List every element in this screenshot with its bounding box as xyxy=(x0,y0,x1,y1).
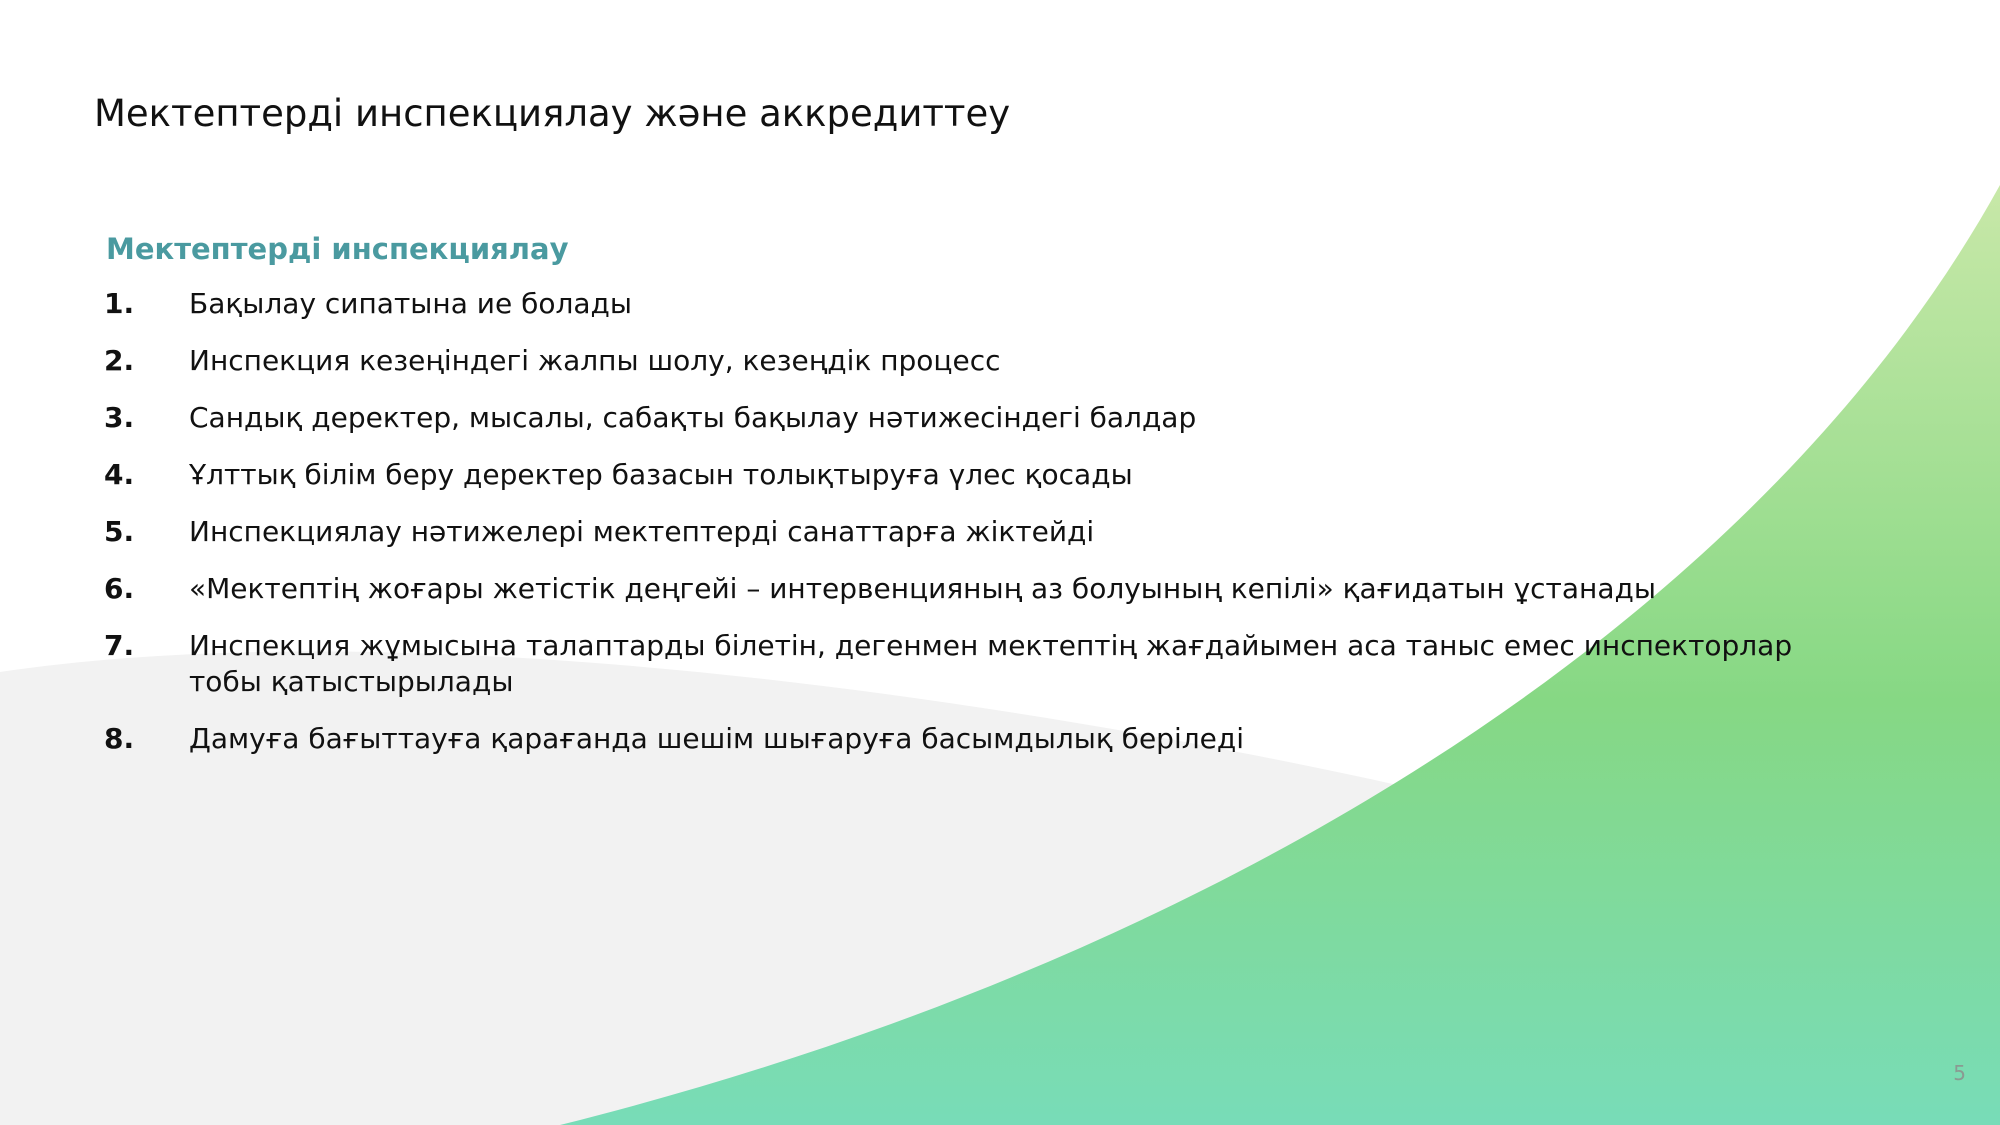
list-item-number: 6. xyxy=(104,572,135,605)
list-item-number: 3. xyxy=(104,401,135,434)
numbered-list xyxy=(104,286,1824,778)
list-item-text: Инспекция жұмысына талаптарды білетін, дегенмен мектептің жағдайымен аса таныс емес инспекторлар тобы қатыстырылады xyxy=(189,629,1793,698)
list-item-number: 2. xyxy=(104,344,135,377)
list-item-number: 1. xyxy=(104,287,135,320)
list-item-text: Инспекция кезеңіндегі жалпы шолу, кезеңдік процесс xyxy=(189,344,1001,377)
list-item xyxy=(104,457,1824,493)
list-item-text: Дамуға бағыттауға қарағанда шешім шығаруға басымдылық беріледі xyxy=(189,722,1244,755)
list-item xyxy=(104,514,1824,550)
list-item xyxy=(104,628,1824,700)
list-item-number: 7. xyxy=(104,629,135,662)
list-item-text: Бақылау сипатына ие болады xyxy=(189,287,632,320)
list-item-text: Ұлттық білім беру деректер базасын толықтыруға үлес қосады xyxy=(189,458,1133,491)
list-item-text: Сандық деректер, мысалы, сабақты бақылау нәтижесіндегі балдар xyxy=(189,401,1197,434)
section-subtitle: Мектептерді инспекциялау xyxy=(106,232,569,266)
list-item-number: 8. xyxy=(104,722,135,755)
list-item xyxy=(104,400,1824,436)
slide-title: Мектептерді инспекциялау және аккредиттеу xyxy=(94,92,1011,135)
list-item-text: Инспекциялау нәтижелері мектептерді санаттарға жіктейді xyxy=(189,515,1095,548)
list-item xyxy=(104,721,1824,757)
page-number: 5 xyxy=(1953,1061,1966,1085)
list-item xyxy=(104,571,1824,607)
list-item-number: 5. xyxy=(104,515,135,548)
list-item-text: «Мектептің жоғары жетістік деңгейі – интервенцияның аз болуының кепілі» қағидатын ұстанады xyxy=(189,572,1656,605)
list-item xyxy=(104,343,1824,379)
list-item-number: 4. xyxy=(104,458,135,491)
list-item xyxy=(104,286,1824,322)
